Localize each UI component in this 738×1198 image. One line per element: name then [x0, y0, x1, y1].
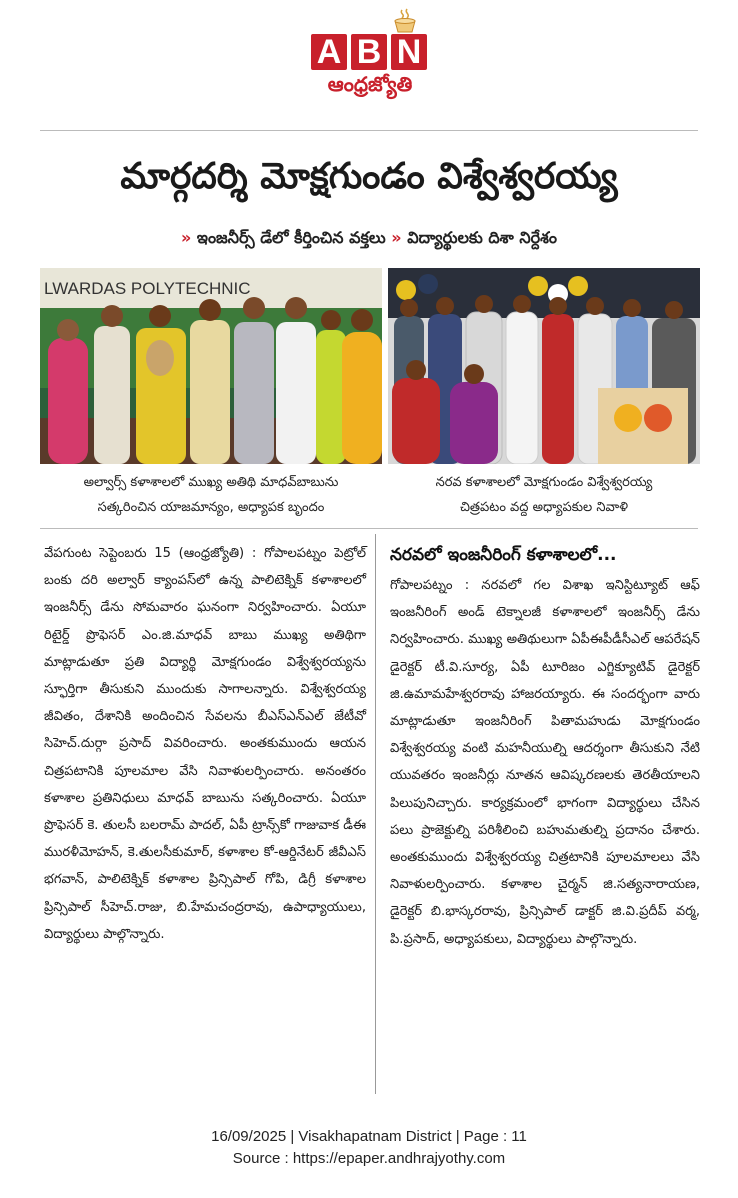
photo-right: [388, 268, 700, 464]
right-article-text: గోపాలపట్నం : నరవలో గల విశాఖ ఇనిస్టిట్యూట్ ఆఫ్ ఇంజనీరింగ్ అండ్ టెక్నాలజీ కళాశాలలో ఇంజనీర్స్ డేను నిర్వహించారు. ముఖ్య అతిథులుగా ఏపీఈపీడీసీఎల్ ఆపరేషన్ డైరెక్టర్ టీ.వి.సూర్య, ఏపీ టూరిజం ఎగ్జిక్యూటివ్ డైరెక్టర్ జి.ఉమామహేశ్వరరావు హాజరయ్యారు. ఈ సందర్భంగా వారు మాట్లాడుతూ ఇంజనీరింగ్ పితామహుడు మోక్షగుండం విశ్వేశ్వరయ్య వంటి మహనీయుల్ని ఆదర్శంగా తీసుకుని నేటి యువతరం ఇంజనీర్లు నూతన ఆవిష్కరణలకు తెరతీయాలని పిలుపునిచ్చారు. కార్యక్రమంలో భాగంగా విద్యార్థులు చేసిన పలు ప్రాజెక్టుల్ని పరిశీలించి బహుమతుల్ని ప్రదానం చేశారు. అంతకుముందు విశ్వేశ్వరయ్య చిత్రటానికి పూలమాలలు వేసి నివాళులర్పించారు. కళాశాల చైర్మన్ జి.సత్యనారాయణ, డైరెక్టర్ బి.భాస్కరరావు, ప్రిన్సిపాల్ డాక్టర్ జి.వి.ప్రదీప్ వర్మ, పి.ప్రసాద్, అధ్యాపకులు, విద్యార్థులు పాల్గొన్నారు.: [390, 578, 700, 947]
section-rule: [40, 528, 698, 529]
right-article-body: [390, 572, 700, 953]
left-article-body: [44, 540, 366, 948]
double-chevron-icon: »: [181, 228, 192, 247]
page-headline: మార్గదర్శి మోక్షగుండం విశ్వేశ్వరయ్య: [120, 156, 618, 197]
column-divider: [375, 534, 376, 1094]
logo-letter-a: A: [311, 34, 347, 70]
subhead-1: ఇంజనీర్స్ డేలో కీర్తించిన వక్తలు: [196, 228, 386, 247]
caption-right: నరవ కళాశాలలో మోక్షగుండం విశ్వేశ్వరయ్య చిత్రపటం వద్ద అధ్యాపకుల నివాళి: [435, 475, 653, 515]
banner-text: LWARDAS POLYTECHNIC: [44, 279, 251, 298]
abn-logo: [0, 6, 738, 106]
tea-cup-icon: [390, 8, 420, 36]
caption-left: అల్వార్స్ కళాశాలలో ముఖ్య అతిథి మాధవ్‌బాబును సత్కరించిన యాజమాన్యం, అధ్యాపక బృందం: [83, 475, 339, 515]
logo-letter-b: B: [351, 34, 387, 70]
right-article-heading: నరవలో ఇంజనీరింగ్ కళాశాలలో...: [390, 545, 617, 565]
subheadline: [40, 228, 698, 251]
logo-letter-n: N: [391, 34, 427, 70]
left-article-text: వేపగుంట సెప్టెంబరు 15 (ఆంధ్రజ్యోతి) : గోపాలపట్నం పెట్రోల్ బంకు దరి అల్వార్ క్యాంపస్‌లో ఉన్న పాలిటెక్నిక్ కళాశాలలో ఇంజనీర్స్ డేను సోమవారం ఘనంగా నిర్వహించారు. ఏయూ రిటైర్డ్ ప్రొఫెసర్ ఎం.జి.మాధవ్ బాబు ముఖ్య అతిథిగా మాట్లాడుతూ ప్రతి విద్యార్థి మోక్షగుండం విశ్వేశ్వరయ్యను స్ఫూర్తిగా తీసుకుని ముందుకు సాగాలన్నారు. విశ్వేశ్వరయ్య జీవితం, దేశానికి అందించిన సేవలను బీఎస్ఎన్ఎల్ జేటీవో సిహెచ్.దుర్గా ప్రసాద్ వివరించారు. అంతకుముందు ఆయన చిత్రపటానికి పూలమాల వేసి నివాళులర్పించారు. అనంతరం కళాశాల ప్రతినిధులు మాధవ్ బాబును సత్కరించారు. ఏయూ ప్రొఫెసర్ కె. తులసీ బలరామ్ పాదల్, ఏపీ ట్రాన్స్‌కో గాజువాక డీఈ మురళీమోహన్, కె.తులసీకుమార్, కళాశాల కో-ఆర్డినేటర్ జీవీఎస్ భగవాన్, పాలిటెక్నిక్ కళాశాల ప్రిన్సిపాల్ గోపి, డిగ్రీ కళాశాల ప్రిన్సిపాల్ సీహెచ్.రాజు, బి.హేమచంద్రరావు, ఉపాధ్యాయులు, విద్యార్థులు పాల్గొన్నారు.: [44, 546, 366, 942]
footer-date-line: 16/09/2025 | Visakhapatnam District | Page : 11: [211, 1128, 527, 1145]
top-rule: [40, 130, 698, 131]
footer-source-line: Source : https://epaper.andhrajyothy.com: [232, 1150, 506, 1167]
subhead-2: విద్యార్థులకు దిశా నిర్దేశం: [407, 228, 557, 247]
double-chevron-icon: »: [391, 228, 402, 247]
photo-left: [40, 268, 382, 464]
logo-telugu-wordmark: ఆంధ్రజ్యోతి: [327, 72, 413, 96]
